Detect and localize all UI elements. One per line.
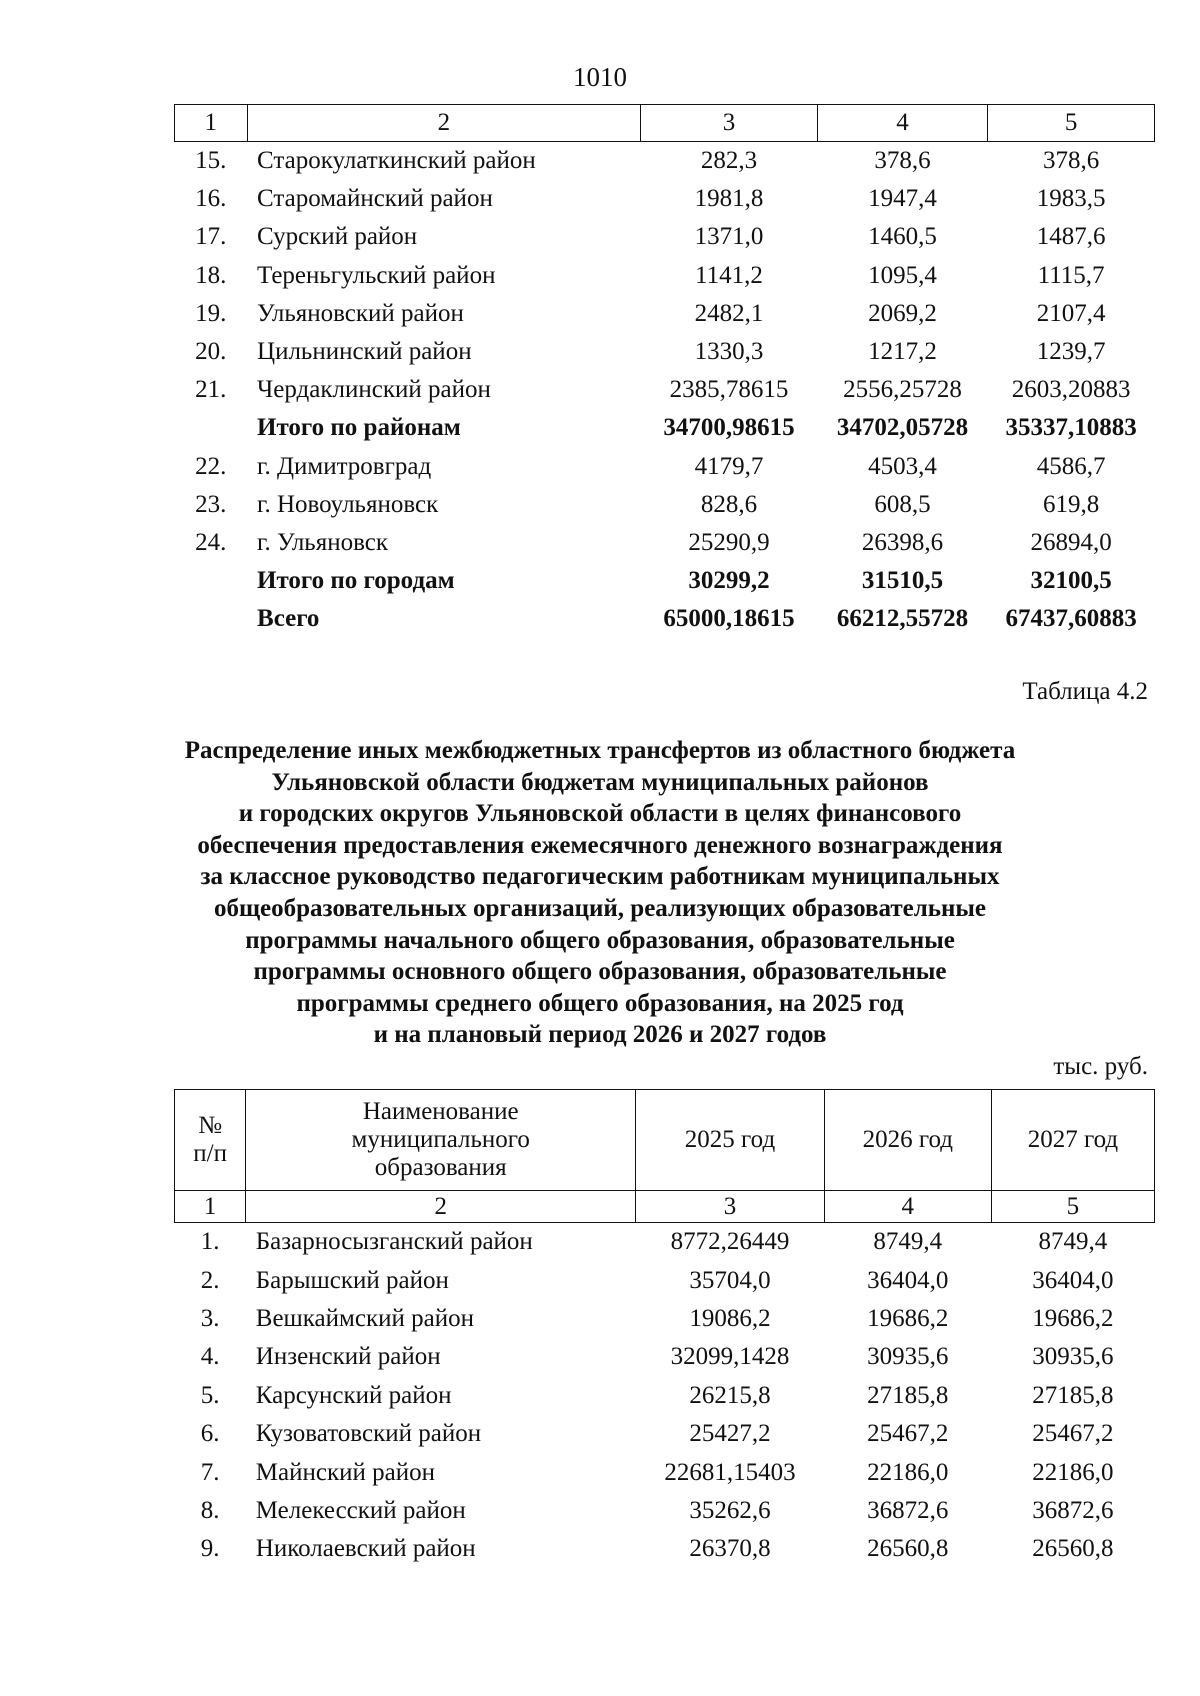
value-year-1: 19086,2 bbox=[689, 1304, 771, 1332]
row-number: 16. bbox=[195, 185, 227, 213]
table-row bbox=[175, 1415, 1155, 1453]
value-year-1: 65000,18615 bbox=[663, 605, 795, 633]
value-year-1: 1981,8 bbox=[694, 185, 764, 213]
title-line: общеобразовательных организаций, реализующих образовательные bbox=[213, 894, 987, 922]
column-number: 4 bbox=[824, 1191, 991, 1223]
value-year-3: 36872,6 bbox=[1032, 1496, 1114, 1524]
value-year-3: 36404,0 bbox=[1032, 1266, 1114, 1294]
value-year-2: 1095,4 bbox=[868, 261, 937, 289]
row-name: Итого по городам bbox=[257, 567, 455, 595]
header-2026: 2026 год bbox=[824, 1090, 991, 1191]
value-year-2: 36404,0 bbox=[867, 1266, 949, 1294]
value-year-3: 1239,7 bbox=[1036, 338, 1106, 366]
title-line: программы начального общего образования, образовательные bbox=[245, 926, 955, 954]
table-row bbox=[175, 218, 1155, 256]
row-name: Ульяновский район bbox=[257, 299, 464, 327]
row-name: Николаевский район bbox=[255, 1535, 476, 1563]
header-2025: 2025 год bbox=[636, 1090, 825, 1191]
row-name: Цильнинский район bbox=[257, 338, 472, 366]
table-row bbox=[175, 448, 1155, 486]
value-year-3: 4586,7 bbox=[1036, 452, 1106, 480]
row-name: Карсунский район bbox=[255, 1381, 452, 1409]
column-number: 1 bbox=[175, 105, 248, 142]
column-number: 2 bbox=[247, 105, 641, 142]
value-year-3: 619,8 bbox=[1042, 490, 1100, 518]
value-year-2: 8749,4 bbox=[873, 1228, 943, 1256]
value-year-2: 27185,8 bbox=[867, 1381, 949, 1409]
value-year-1: 1141,2 bbox=[695, 261, 763, 289]
table-row bbox=[175, 524, 1155, 562]
header-text: муниципального bbox=[351, 1126, 530, 1153]
value-year-1: 22681,15403 bbox=[664, 1458, 796, 1486]
row-number bbox=[175, 562, 248, 600]
column-number: 1 bbox=[175, 1191, 246, 1223]
value-year-2: 66212,55728 bbox=[836, 605, 969, 633]
header-2027: 2027 год bbox=[991, 1090, 1154, 1191]
header-text: образования bbox=[374, 1154, 507, 1181]
row-number: 4. bbox=[200, 1343, 220, 1371]
column-number: 2 bbox=[246, 1191, 636, 1223]
value-year-1: 34700,98615 bbox=[663, 414, 795, 442]
row-name: Старомайнский район bbox=[257, 185, 493, 213]
value-year-1: 26370,8 bbox=[689, 1535, 771, 1563]
value-year-1: 1371,0 bbox=[694, 223, 764, 251]
row-number: 2. bbox=[200, 1266, 220, 1294]
header-text: Наименование bbox=[362, 1098, 519, 1125]
row-name: Кузоватовский район bbox=[255, 1420, 482, 1448]
value-year-1: 25290,9 bbox=[688, 528, 770, 556]
header-text: п/п bbox=[193, 1140, 227, 1167]
row-number: 5. bbox=[200, 1381, 220, 1409]
value-year-2: 34702,05728 bbox=[836, 414, 969, 442]
row-number: 3. bbox=[200, 1304, 220, 1332]
row-number: 15. bbox=[195, 147, 227, 175]
table-row bbox=[175, 1300, 1155, 1338]
value-year-1: 25427,2 bbox=[689, 1420, 771, 1448]
value-year-1: 1330,3 bbox=[694, 338, 764, 366]
row-name: Тереньгульский район bbox=[257, 261, 496, 289]
value-year-1: 282,3 bbox=[700, 147, 758, 175]
table-row bbox=[175, 1223, 1155, 1262]
value-year-1: 32099,1428 bbox=[670, 1343, 790, 1371]
table-row bbox=[175, 371, 1155, 409]
value-year-2: 19686,2 bbox=[867, 1304, 949, 1332]
value-year-2: 1217,2 bbox=[868, 338, 937, 366]
row-number: 19. bbox=[195, 299, 227, 327]
row-number: 9. bbox=[200, 1535, 220, 1563]
units-label: тыс. руб. bbox=[1053, 1053, 1148, 1080]
table-row bbox=[175, 1453, 1155, 1491]
table-4-2 bbox=[174, 1089, 1155, 1569]
value-year-3: 1983,5 bbox=[1036, 185, 1106, 213]
row-name: Вешкаймский район bbox=[255, 1304, 474, 1332]
value-year-1: 2385,78615 bbox=[669, 376, 789, 404]
value-year-3: 35337,10883 bbox=[1005, 414, 1137, 442]
table-header bbox=[175, 1090, 1155, 1191]
row-name: Сурский район bbox=[257, 223, 418, 251]
value-year-1: 828,6 bbox=[700, 490, 758, 518]
table-header-numbers bbox=[175, 105, 1155, 142]
value-year-1: 26215,8 bbox=[689, 1381, 771, 1409]
title-line: Распределение иных межбюджетных трансфертов из областного бюджета bbox=[184, 737, 1016, 764]
table-row bbox=[175, 1338, 1155, 1376]
row-number: 18. bbox=[195, 261, 227, 289]
value-year-3: 67437,60883 bbox=[1005, 605, 1137, 633]
value-year-1: 35704,0 bbox=[689, 1266, 771, 1294]
row-number: 6. bbox=[200, 1420, 220, 1448]
row-name: Барышский район bbox=[255, 1266, 449, 1294]
title-line: программы среднего общего образования, на 2025 год bbox=[296, 989, 904, 1017]
total-row bbox=[175, 562, 1155, 600]
table-row bbox=[175, 1261, 1155, 1299]
value-year-2: 2556,25728 bbox=[843, 376, 962, 404]
header-number bbox=[175, 1090, 246, 1191]
row-number: 7. bbox=[200, 1458, 220, 1486]
value-year-3: 1487,6 bbox=[1036, 223, 1106, 251]
value-year-1: 8772,26449 bbox=[670, 1228, 790, 1256]
value-year-3: 8749,4 bbox=[1038, 1228, 1108, 1256]
value-year-2: 2069,2 bbox=[868, 299, 937, 327]
row-name: г. Новоульяновск bbox=[257, 490, 439, 518]
row-number: 8. bbox=[200, 1496, 220, 1524]
value-year-1: 35262,6 bbox=[689, 1496, 771, 1524]
row-name: Всего bbox=[257, 605, 320, 633]
value-year-3: 30935,6 bbox=[1032, 1343, 1114, 1371]
value-year-3: 22186,0 bbox=[1032, 1458, 1114, 1486]
column-number: 3 bbox=[636, 1191, 825, 1223]
row-number: 22. bbox=[195, 452, 227, 480]
table-row bbox=[175, 1492, 1155, 1530]
row-name: г. Ульяновск bbox=[257, 528, 388, 556]
value-year-3: 19686,2 bbox=[1032, 1304, 1114, 1332]
value-year-2: 30935,6 bbox=[867, 1343, 949, 1371]
row-name: г. Димитровград bbox=[257, 452, 432, 480]
table-header-numbers bbox=[175, 1191, 1155, 1223]
title-line: за классное руководство педагогическим работникам муниципальных bbox=[200, 863, 1000, 891]
value-year-2: 25467,2 bbox=[867, 1420, 949, 1448]
table-row bbox=[175, 333, 1155, 371]
row-number: 23. bbox=[195, 490, 227, 518]
document-title bbox=[0, 735, 1200, 1051]
table-row bbox=[175, 1377, 1155, 1415]
value-year-3: 25467,2 bbox=[1032, 1420, 1114, 1448]
title-line: Ульяновской области бюджетам муниципальных районов bbox=[271, 768, 929, 796]
column-number: 4 bbox=[817, 105, 988, 142]
row-name: Майнский район bbox=[255, 1458, 435, 1486]
row-number: 20. bbox=[195, 338, 227, 366]
value-year-2: 36872,6 bbox=[867, 1496, 949, 1524]
value-year-2: 608,5 bbox=[874, 490, 931, 518]
table-row bbox=[175, 295, 1155, 333]
value-year-3: 26560,8 bbox=[1032, 1535, 1114, 1563]
value-year-2: 378,6 bbox=[874, 147, 931, 175]
row-name: Мелекесский район bbox=[255, 1496, 466, 1524]
value-year-2: 26398,6 bbox=[861, 528, 944, 556]
row-name: Чердаклинский район bbox=[257, 376, 491, 404]
title-line: и городских округов Ульяновской области в целях финансового bbox=[238, 800, 962, 828]
row-number: 21. bbox=[195, 376, 227, 404]
value-year-2: 22186,0 bbox=[867, 1458, 949, 1486]
row-name: Инзенский район bbox=[255, 1343, 441, 1371]
value-year-3: 2603,20883 bbox=[1011, 376, 1131, 404]
value-year-2: 31510,5 bbox=[861, 567, 944, 595]
row-number bbox=[175, 409, 248, 447]
column-number: 5 bbox=[991, 1191, 1154, 1223]
value-year-1: 4179,7 bbox=[694, 452, 764, 480]
value-year-3: 378,6 bbox=[1042, 147, 1100, 175]
row-name: Итого по районам bbox=[257, 414, 461, 442]
table-continued bbox=[174, 104, 1155, 638]
table-label: Таблица 4.2 bbox=[1022, 678, 1148, 705]
row-number: 17. bbox=[195, 223, 227, 251]
column-number: 5 bbox=[988, 105, 1155, 142]
table-body bbox=[175, 142, 1155, 639]
total-row bbox=[175, 600, 1155, 638]
value-year-1: 30299,2 bbox=[688, 567, 770, 595]
header-name bbox=[246, 1090, 636, 1191]
value-year-2: 1460,5 bbox=[868, 223, 937, 251]
row-name: Старокулаткинский район bbox=[257, 147, 536, 175]
value-year-3: 26894,0 bbox=[1030, 528, 1112, 556]
title-line: обеспечения предоставления ежемесячного денежного вознаграждения bbox=[197, 831, 1003, 859]
table-body bbox=[175, 1223, 1155, 1569]
title-line: и на плановый период 2026 и 2027 годов bbox=[373, 1021, 827, 1049]
row-number bbox=[175, 600, 248, 638]
column-number: 3 bbox=[641, 105, 817, 142]
row-name: Базарносызганский район bbox=[255, 1228, 533, 1256]
row-number: 1. bbox=[200, 1228, 220, 1256]
value-year-3: 1115,7 bbox=[1037, 261, 1105, 289]
value-year-2: 4503,4 bbox=[868, 452, 937, 480]
table-row bbox=[175, 180, 1155, 218]
value-year-3: 32100,5 bbox=[1030, 567, 1112, 595]
page-number: 1010 bbox=[573, 62, 627, 92]
value-year-3: 2107,4 bbox=[1036, 299, 1106, 327]
value-year-1: 2482,1 bbox=[694, 299, 764, 327]
header-text: № bbox=[198, 1112, 223, 1139]
title-line: программы основного общего образования, образовательные bbox=[253, 958, 947, 986]
value-year-2: 1947,4 bbox=[868, 185, 937, 213]
table-row bbox=[175, 1530, 1155, 1568]
table-row bbox=[175, 486, 1155, 524]
value-year-3: 27185,8 bbox=[1032, 1381, 1114, 1409]
table-row bbox=[175, 142, 1155, 181]
value-year-2: 26560,8 bbox=[867, 1535, 949, 1563]
table-row bbox=[175, 257, 1155, 295]
row-number: 24. bbox=[195, 528, 227, 556]
total-row bbox=[175, 409, 1155, 447]
